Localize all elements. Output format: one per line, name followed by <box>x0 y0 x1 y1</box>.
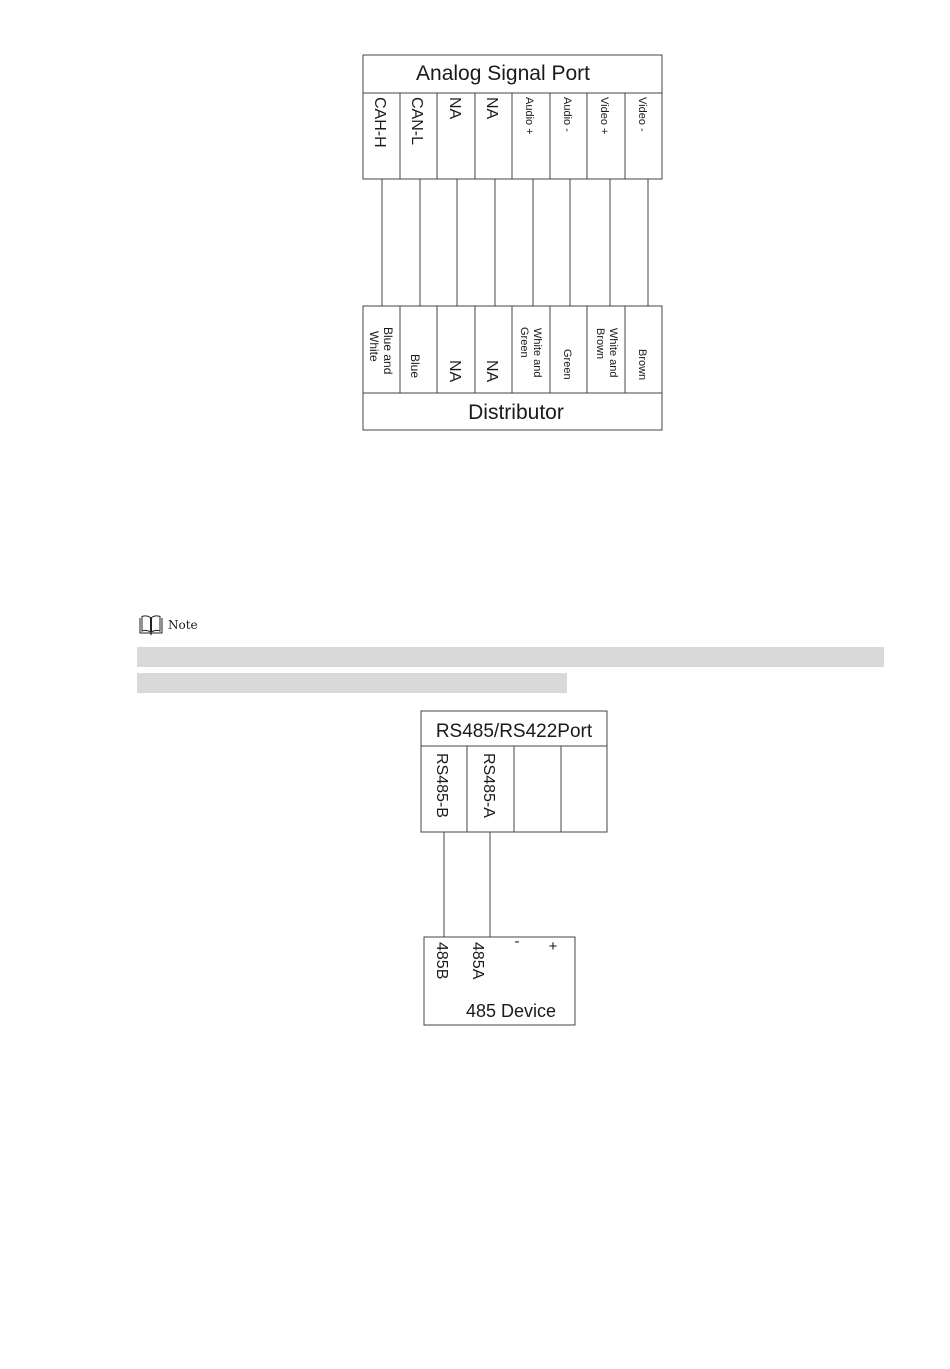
note-text-line-redacted <box>137 647 884 667</box>
device-pin-label: 485B <box>433 942 450 980</box>
port-pin-label: Audio - <box>561 97 573 132</box>
wire-color-label: Blue <box>408 354 422 379</box>
analog-wires <box>382 179 648 306</box>
wire-color-label: White <box>367 331 381 362</box>
wire-color-label: Green <box>561 349 573 380</box>
wire-color-label: Brown <box>636 349 648 381</box>
book-icon <box>138 614 164 636</box>
wire-color-label: NA <box>446 360 463 383</box>
device-sign-minus: - <box>514 933 520 950</box>
rs485-pin-label: RS485-A <box>480 753 497 818</box>
port-pin-label: Audio + <box>523 97 535 135</box>
note-label: Note <box>168 618 198 632</box>
wire-color-label: NA <box>483 360 500 383</box>
port-pin-label: CAN-L <box>408 97 425 146</box>
485-device-title: 485 Device <box>465 1001 557 1021</box>
port-pin-label: Video - <box>636 97 648 132</box>
rs485-wires <box>444 832 490 937</box>
analog-port-title: Analog Signal Port <box>416 62 590 85</box>
wire-color-label: White and <box>531 328 543 378</box>
port-pin-label: NA <box>446 97 463 120</box>
wire-color-label: Brown <box>594 328 606 360</box>
port-pin-label: Video + <box>598 97 610 135</box>
port-pin-label: NA <box>483 97 500 120</box>
rs485-pin-label: RS485-B <box>433 753 450 818</box>
note-text-line-redacted <box>137 673 567 693</box>
note-heading <box>138 614 198 636</box>
rs485-port-title: RS485/RS422Port <box>435 721 593 742</box>
port-pin-label: CAH-H <box>371 97 388 148</box>
wire-color-label: White and <box>607 328 619 378</box>
device-pin-label: 485A <box>469 942 486 980</box>
wire-color-label: Green <box>518 327 530 358</box>
wire-color-label: Blue and <box>381 327 395 375</box>
device-sign-plus: + <box>548 938 558 955</box>
distributor-title: Distributor <box>468 401 564 424</box>
